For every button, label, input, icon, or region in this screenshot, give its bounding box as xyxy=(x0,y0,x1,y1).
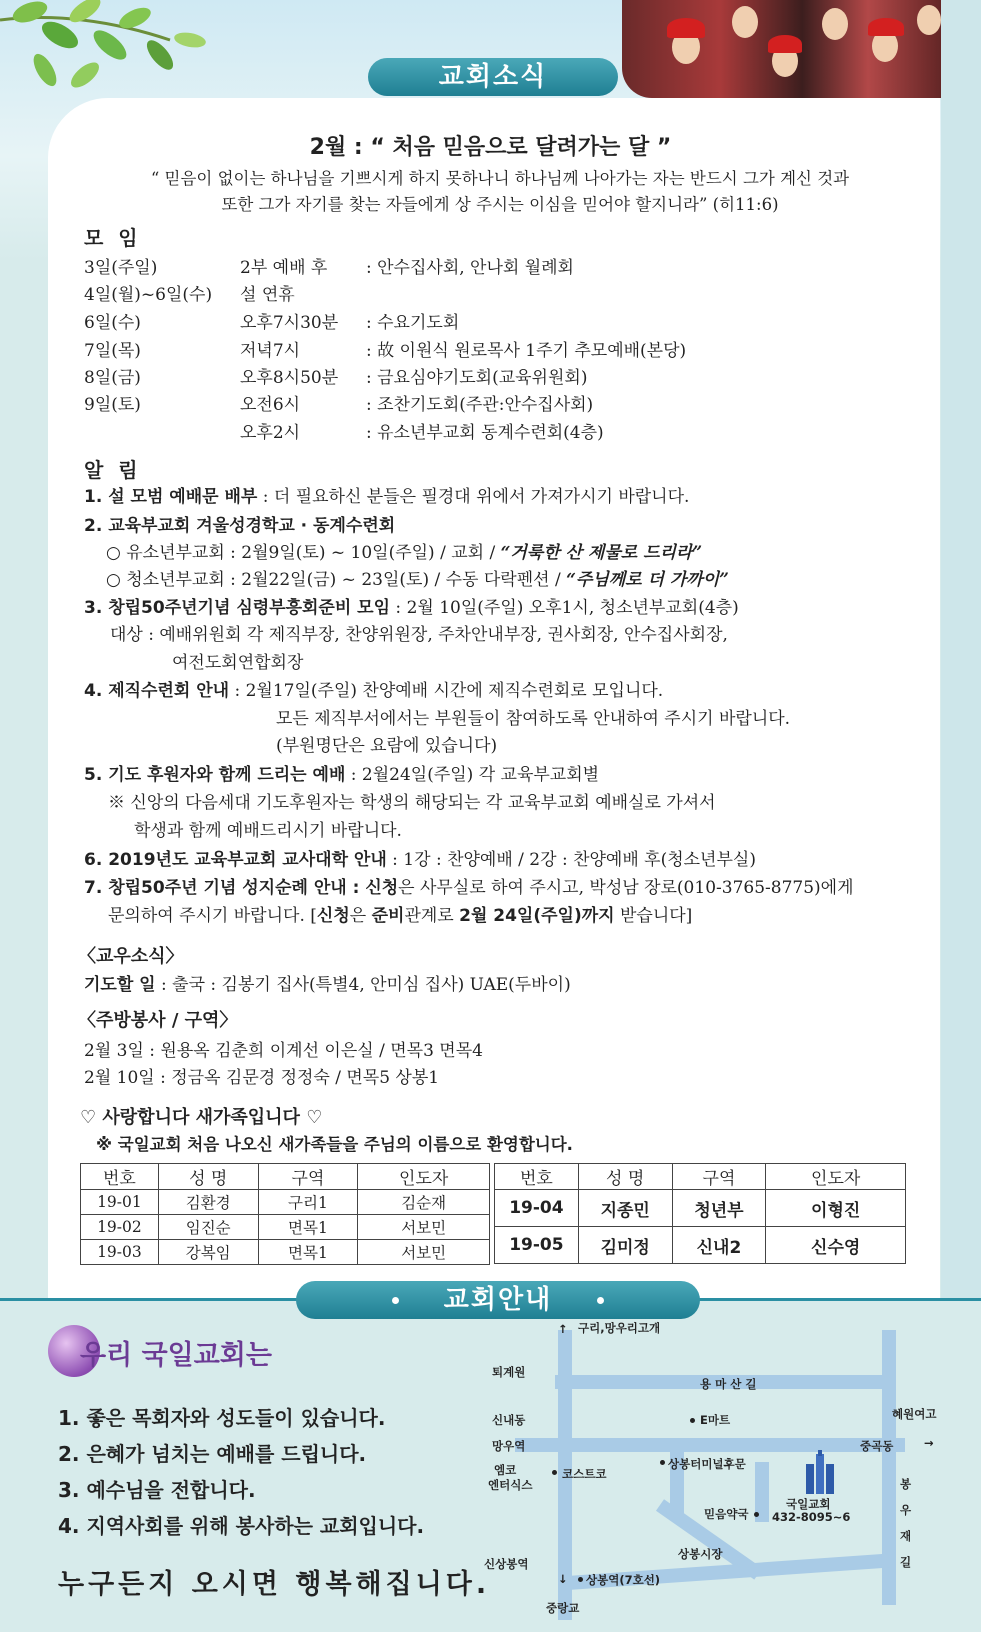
label-bongu-2: 우 xyxy=(900,1503,912,1517)
cell-number: 19-05 xyxy=(495,1227,579,1264)
notice-4-text: : 2월17일(주일) 찬양예배 시간에 제직수련회로 모입니다. xyxy=(229,681,664,701)
col-district: 구역 xyxy=(672,1164,766,1190)
label-emart: E마트 xyxy=(700,1413,731,1427)
location-map xyxy=(484,1320,960,1620)
label-sangbong7: 상봉역(7호선) xyxy=(586,1573,661,1587)
marker-dot xyxy=(578,1577,583,1582)
cell-number: 19-02 xyxy=(81,1215,159,1240)
notice-7-l2f: 2월 24일(주일)까지 xyxy=(459,906,615,926)
col-name: 성 명 xyxy=(578,1164,672,1190)
notice-6-title: 6. 2019년도 교육부교회 교사대학 안내 xyxy=(84,850,387,870)
notice-3-text: : 2월 10일(주일) 오후1시, 청소년부교회(4층) xyxy=(390,598,739,618)
notice-7-l2c: 은 xyxy=(349,906,372,926)
col-district: 구역 xyxy=(258,1164,358,1190)
notice-7-line-2 xyxy=(108,903,692,929)
notice-7 xyxy=(84,875,854,901)
cell-guide: 신수영 xyxy=(766,1227,906,1264)
notice-3 xyxy=(84,595,739,621)
cell-number: 19-01 xyxy=(81,1190,159,1215)
guide-point-4: 4. 지역사회를 위해 봉사하는 교회입니다. xyxy=(58,1514,425,1538)
label-guri: 구리,망우리고개 xyxy=(578,1321,661,1335)
col-guide: 인도자 xyxy=(766,1164,906,1190)
cell-name: 김환경 xyxy=(158,1190,258,1215)
label-hyewon: 혜원여고 xyxy=(892,1407,937,1421)
meeting-time: 설 연휴 xyxy=(240,285,295,305)
member-news-heading: 〈교우소식〉 xyxy=(78,946,184,967)
table-row xyxy=(495,1227,906,1264)
marker-dot xyxy=(690,1418,695,1423)
notice-5-text: : 2월24일(주일) 각 교육부교회별 xyxy=(345,765,600,785)
label-yongmasan: 용 마 산 길 xyxy=(700,1377,757,1391)
notice-7-l2b: 신청 xyxy=(316,906,350,926)
month-theme-title: 2월 : “ 처음 믿음으로 달려가는 달 ” xyxy=(309,135,672,160)
choir-photo xyxy=(622,0,950,98)
notice-2 xyxy=(84,513,395,539)
notice-3-title: 3. 창립50주년기념 심령부흥회준비 모임 xyxy=(84,598,391,618)
church-building-icon xyxy=(800,1450,840,1494)
notice-2-title: 2. 교육부교회 겨울성경학교 · 동계수련회 xyxy=(84,516,396,536)
newcomers-table-right-body xyxy=(494,1189,906,1264)
section-title-guide: 교회안내 xyxy=(296,1281,700,1319)
meeting-day: 6일(수) xyxy=(84,313,141,333)
bible-verse xyxy=(70,166,930,218)
cell-district: 면목1 xyxy=(258,1215,358,1240)
notice-5-note: ※ 신앙의 다음세대 기도후원자는 학생의 해당되는 각 교육부교회 예배실로 가셔서 xyxy=(108,793,716,813)
meeting-day: 9일(토) xyxy=(84,395,141,415)
marker-dot xyxy=(552,1470,557,1475)
label-phone: 432-8095~6 xyxy=(772,1510,851,1524)
col-name: 성 명 xyxy=(158,1164,258,1190)
meeting-desc: : 故 이원식 원로목사 1주기 추모예배(본당) xyxy=(366,341,687,361)
notice-1-title: 1. 설 모범 예배문 배부 xyxy=(84,487,258,507)
cell-guide: 김순재 xyxy=(358,1190,490,1215)
col-number: 번호 xyxy=(495,1164,579,1190)
col-number: 번호 xyxy=(81,1164,159,1190)
prayer-item xyxy=(84,972,571,998)
meeting-time: 오후2시 xyxy=(240,423,301,443)
label-emco: 엠코 xyxy=(494,1463,517,1477)
notice-1-text: : 더 필요하신 분들은 필경대 위에서 가져가시기 바랍니다. xyxy=(257,487,690,507)
prayer-text: : 출국 : 김봉기 집사(특별4, 안미심 집사) UAE(두바이) xyxy=(155,975,571,995)
kitchen-line-2: 2월 10일 : 정금옥 김문경 정정숙 / 면목5 상봉1 xyxy=(84,1068,440,1088)
cell-number: 19-04 xyxy=(495,1190,579,1227)
label-bongu-3: 재 xyxy=(900,1529,912,1543)
notice-4 xyxy=(84,678,663,704)
notice-2a-text: ○ 유소년부교회 : 2월9일(토) ~ 10일(주일) / 교회 / xyxy=(106,543,501,563)
label-junggok: 중곡동 xyxy=(860,1439,894,1453)
notice-4-line-2: 모든 제직부서에서는 부원들이 참여하도록 안내하여 주시기 바랍니다. xyxy=(276,709,791,729)
notice-7-title: 7. 창립50주년 기념 성지순례 안내 : 신청 xyxy=(84,878,399,898)
our-church-text: 우리 국일교회는 xyxy=(80,1340,272,1371)
meetings-heading: 모 임 xyxy=(84,226,142,250)
notice-2b xyxy=(106,567,729,593)
road-junggok xyxy=(515,1438,905,1452)
cell-guide: 서보민 xyxy=(358,1240,490,1265)
arrow-down-icon: ↓ xyxy=(558,1572,568,1586)
cell-name: 지종민 xyxy=(578,1190,672,1227)
cell-name: 강복임 xyxy=(158,1240,258,1265)
notice-2b-theme: “주님께로 더 가까이” xyxy=(566,570,729,590)
label-pharmacy: 믿음약국 xyxy=(704,1507,749,1521)
label-jungnang: 중랑교 xyxy=(546,1601,580,1615)
cell-district: 구리1 xyxy=(258,1190,358,1215)
notice-6 xyxy=(84,847,756,873)
meeting-time: 오후8시50분 xyxy=(240,368,339,388)
notice-7-l2a: 문의하여 주시기 바랍니다. [ xyxy=(108,906,317,926)
table-header-row xyxy=(495,1164,906,1190)
label-sinsangbong: 신상봉역 xyxy=(484,1557,529,1571)
notice-1 xyxy=(84,484,689,510)
label-entex: 엔터식스 xyxy=(488,1478,533,1492)
newcomers-note: ※ 국일교회 처음 나오신 새가족들을 주님의 이름으로 환영합니다. xyxy=(96,1135,573,1154)
label-bongu-1: 봉 xyxy=(900,1477,912,1491)
cell-guide: 서보민 xyxy=(358,1215,490,1240)
meeting-day: 3일(주일) xyxy=(84,258,158,278)
label-mangu: 망우역 xyxy=(492,1439,526,1453)
table-row xyxy=(81,1240,490,1265)
cell-guide: 이형진 xyxy=(766,1190,906,1227)
marker-dot xyxy=(754,1512,759,1517)
notice-2a xyxy=(106,540,702,566)
notice-7-text: 은 사무실로 하여 주시고, 박성남 장로(010-3765-8775)에게 xyxy=(398,878,854,898)
guide-point-3: 3. 예수님을 전합니다. xyxy=(58,1478,256,1502)
table-row xyxy=(81,1190,490,1215)
cell-district: 면목1 xyxy=(258,1240,358,1265)
label-costco: 코스트코 xyxy=(562,1467,607,1481)
kitchen-line-1: 2월 3일 : 원용옥 김춘희 이계선 이은실 / 면목3 면목4 xyxy=(84,1041,483,1061)
guide-point-2: 2. 은혜가 넘치는 예배를 드립니다. xyxy=(58,1442,367,1466)
meeting-time: 오후7시30분 xyxy=(240,313,339,333)
notice-6-text: : 1강 : 찬양예배 / 2강 : 찬양예배 후(청소년부실) xyxy=(386,850,756,870)
notice-3-target: 대상 : 예배위원회 각 제직부장, 찬양위원장, 주차안내부장, 권사회장, 안수집사회장, xyxy=(110,625,728,645)
label-sinnae: 신내동 xyxy=(492,1413,526,1427)
cell-name: 임진순 xyxy=(158,1215,258,1240)
cell-district: 신내2 xyxy=(672,1227,766,1264)
arrow-up-icon: ↑ xyxy=(558,1322,568,1336)
section-title-news: 교회소식 xyxy=(368,58,618,96)
meeting-day: 8일(금) xyxy=(84,368,141,388)
newcomers-table-left xyxy=(80,1163,490,1265)
notice-7-l2e: 관계로 xyxy=(404,906,460,926)
meeting-day: 4일(월)~6일(수) xyxy=(84,285,213,305)
notice-4-line-3: (부원명단은 요람에 있습니다) xyxy=(276,736,498,756)
meeting-day: 7일(목) xyxy=(84,341,141,361)
notice-5-title: 5. 기도 후원자와 함께 드리는 예배 xyxy=(84,765,346,785)
notice-5-note-2: 학생과 함께 예배드리시기 바랍니다. xyxy=(134,821,402,841)
notices-heading: 알 림 xyxy=(84,458,142,482)
label-toegyewon: 퇴계원 xyxy=(492,1365,526,1379)
guide-point-1: 1. 좋은 목회자와 성도들이 있습니다. xyxy=(58,1406,386,1430)
notice-4-title: 4. 제직수련회 안내 xyxy=(84,681,230,701)
arrow-right-icon: → xyxy=(924,1436,934,1450)
meeting-desc: : 유소년부교회 동계수련회(4층) xyxy=(366,423,604,443)
meeting-desc: : 수요기도회 xyxy=(366,313,460,333)
kitchen-heading: 〈주방봉사 / 구역〉 xyxy=(78,1010,238,1031)
notice-2a-theme: “거룩한 산 제물로 드리라” xyxy=(500,543,703,563)
meeting-time: 2부 예배 후 xyxy=(240,258,328,278)
meeting-desc: : 조찬기도회(주관:안수집사회) xyxy=(366,395,594,415)
meeting-desc: : 금요심야기도회(교육위원회) xyxy=(366,368,588,388)
meeting-time: 저녁7시 xyxy=(240,341,301,361)
label-terminal: 상봉터미널후문 xyxy=(668,1457,746,1471)
table-header-row xyxy=(81,1164,490,1190)
right-side-bar xyxy=(941,0,981,1300)
meeting-time: 오전6시 xyxy=(240,395,301,415)
notice-2b-text: ○ 청소년부교회 : 2월22일(금) ~ 23일(토) / 수동 다락펜션 / xyxy=(106,570,567,590)
label-market: 상봉시장 xyxy=(678,1547,723,1561)
verse-line-2: 또한 그가 자기를 찾는 자들에게 상 주시는 이심을 믿어야 할지니라” (히11:6) xyxy=(221,195,779,214)
notice-7-l2d: 준비 xyxy=(371,906,405,926)
cell-district: 청년부 xyxy=(672,1190,766,1227)
cell-number: 19-03 xyxy=(81,1240,159,1265)
leaves-decoration xyxy=(0,0,260,110)
label-church: 국일교회 xyxy=(786,1497,831,1511)
label-bongu-4: 길 xyxy=(900,1555,912,1569)
slogan: 누구든지 오시면 행복해집니다. xyxy=(58,1569,491,1600)
notice-3-target-2: 여전도회연합회장 xyxy=(172,653,304,673)
table-row xyxy=(81,1215,490,1240)
newcomers-table-right xyxy=(494,1163,906,1190)
marker-dot xyxy=(660,1460,665,1465)
prayer-label: 기도할 일 xyxy=(84,975,156,995)
table-row xyxy=(495,1190,906,1227)
newcomers-heading: ♡ 사랑합니다 새가족입니다 ♡ xyxy=(80,1107,323,1128)
verse-line-1: “ 믿음이 없이는 하나님을 기쁘시게 하지 못하나니 하나님께 나아가는 자는 반드시 그가 계신 것과 xyxy=(150,169,850,188)
col-guide: 인도자 xyxy=(358,1164,490,1190)
notice-5 xyxy=(84,762,599,788)
meeting-desc: : 안수집사회, 안나회 월례회 xyxy=(366,258,574,278)
notice-7-l2g: 받습니다] xyxy=(614,906,693,926)
cell-name: 김미정 xyxy=(578,1227,672,1264)
